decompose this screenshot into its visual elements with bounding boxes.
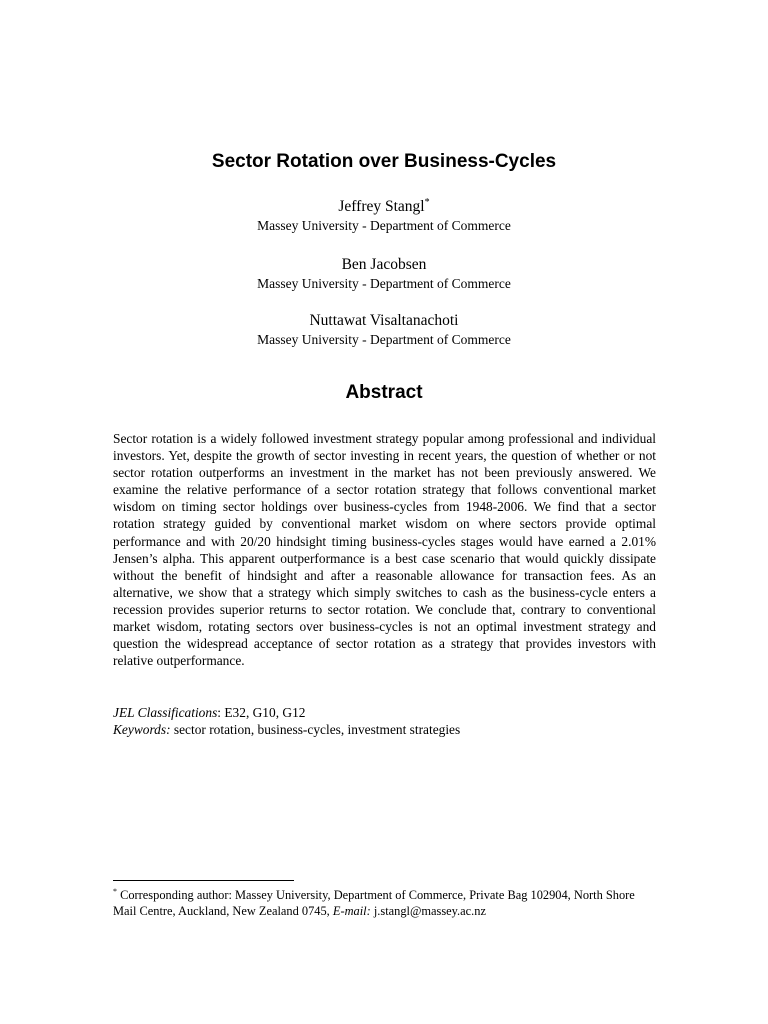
author-name	[0, 255, 768, 275]
author-name-text: Jeffrey Stangl	[338, 198, 425, 215]
footnote-email: j.stangl@massey.ac.nz	[370, 904, 486, 918]
author-affiliation: Massey University - Department of Commerce	[257, 332, 511, 347]
keywords-value: sector rotation, business-cycles, investment strategies	[170, 722, 461, 737]
author-affiliation: Massey University - Department of Commerce	[257, 218, 511, 233]
jel-label: JEL Classifications	[113, 705, 218, 720]
author-name	[0, 311, 768, 331]
footnote	[113, 887, 653, 919]
jel-value: E32, G10, G12	[224, 705, 306, 720]
author-affiliation: Massey University - Department of Commerce	[257, 276, 511, 291]
jel-classifications	[113, 704, 673, 721]
author-name-text: Nuttawat Visaltanachoti	[309, 312, 459, 329]
paper-title: Sector Rotation over Business-Cycles	[211, 151, 557, 172]
abstract-heading: Abstract	[345, 382, 423, 403]
author-block-1	[0, 197, 768, 235]
keywords-label: Keywords:	[113, 722, 171, 737]
footnote-email-label: E-mail:	[332, 904, 371, 918]
abstract-text: Sector rotation is a widely followed investment strategy popular among professional and individual investors. Yet, despite the growth of sector investing in recent years, the question of whether or not sector rotation outperforms an investment in the market has not been previously answered. We examine the relative performance of a sector rotation strategy that follows conventional market wisdom on timing sector holdings over business-cycles from 1948-2006. We find that a sector rotation strategy guided by conventional market wisdom on where sectors provide optimal performance and with 20/20 hindsight timing business-cycles stages would have earned a 2.01% Jensen’s alpha. This apparent outperformance is a best case scenario that would quickly dissipate without the benefit of hindsight and after a reasonable allowance for transaction fees. As an alternative, we show that a strategy which simply switches to cash as the business-cycle enters a recession provides superior returns to sector rotation. We conclude that, contrary to conventional market wisdom, rotating sectors over business-cycles is not an optimal investment strategy and question the widespread acceptance of sector rotation as a strategy that provides investors with relative outperformance.	[113, 431, 656, 669]
jel-separator: :	[217, 705, 225, 720]
author-block-3	[0, 311, 768, 349]
author-name-text: Ben Jacobsen	[341, 256, 427, 273]
footnote-divider	[113, 880, 294, 881]
footnote-mark: *	[113, 886, 117, 896]
author-name	[0, 197, 768, 217]
footnote-text: Corresponding author: Massey University, Department of Commerce, Private Bag 102904, North Shore Mail Centre, Auckland, New Zealand 0745,	[113, 888, 635, 918]
keywords	[113, 721, 673, 738]
author-block-2	[0, 255, 768, 293]
corresponding-author-mark: *	[424, 196, 430, 208]
